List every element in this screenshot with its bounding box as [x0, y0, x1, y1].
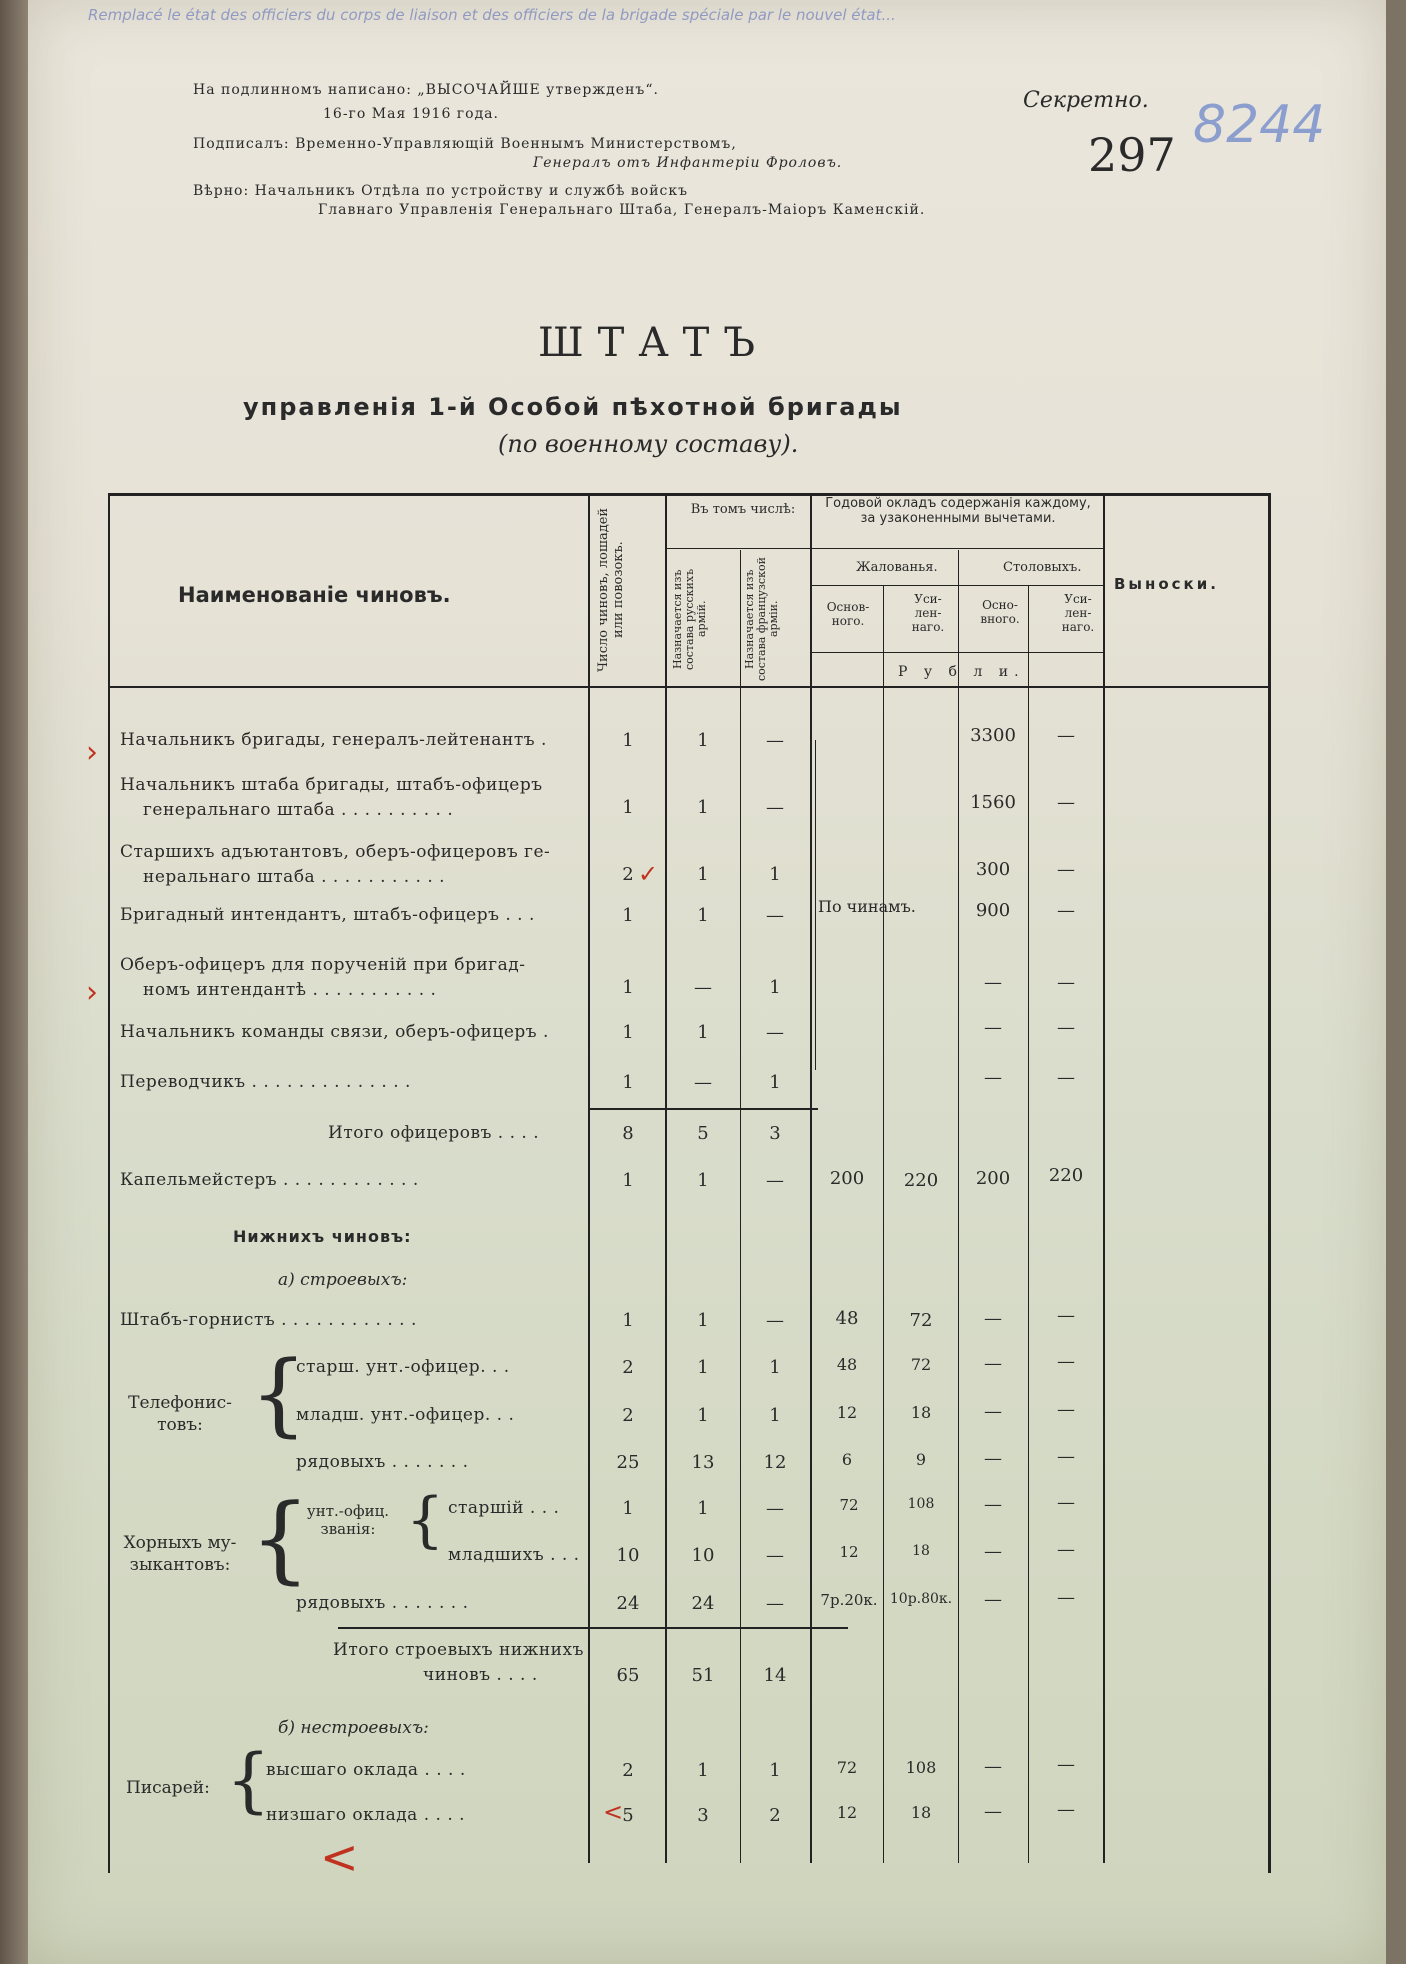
telephonist-row-s2: 18: [910, 1403, 932, 1422]
officer-row-rus: 1: [697, 730, 709, 751]
officer-row-rus: 1: [697, 864, 709, 885]
officer-row-fr: —: [766, 1022, 784, 1043]
telephonist-row-t1: —: [984, 1448, 1002, 1469]
document-page: [28, 0, 1386, 1964]
telephonist-row-s1: 6: [841, 1450, 853, 1469]
officer-row-rus: 1: [697, 905, 709, 926]
musician-row-fr: —: [766, 1498, 784, 1519]
header-salary-group: Годовой окладъ содержанія каждому, за узаконенными вычетами.: [825, 496, 1091, 526]
bugler-s1: 48: [835, 1308, 859, 1329]
bandmaster-s2: 220: [903, 1170, 939, 1191]
combat-heading: а) строевыхъ:: [278, 1270, 408, 1290]
col-line-s2: [958, 550, 959, 1863]
telephonist-row-label: старш. унт.-офицер. . .: [296, 1357, 510, 1377]
officers-total-count: 8: [622, 1123, 634, 1144]
officer-row-t1: 3300: [970, 725, 1016, 746]
red-mark-corner: <: [320, 1830, 359, 1884]
telephonist-row-s1: 12: [836, 1403, 858, 1422]
header-notes: Выноски.: [1114, 575, 1219, 593]
by-rank-note: По чинамъ.: [818, 897, 916, 916]
header-salary: Жалованья.: [856, 560, 938, 575]
telephonist-row-count: 2: [622, 1405, 634, 1426]
header-increased: Уси-лен-наго.: [911, 592, 945, 634]
combat-total-rus: 51: [691, 1665, 715, 1686]
musicians-brace: {: [250, 1484, 311, 1594]
officer-row-count: 1: [622, 905, 634, 926]
sub-header-line4: [810, 652, 1103, 653]
officer-row-fr: 1: [769, 977, 781, 998]
approval-date: 16-го Мая 1916 года.: [323, 106, 499, 122]
binding-edge: [0, 0, 28, 1964]
musician-row-t1: —: [984, 1541, 1002, 1562]
clerk-row-s1: 72: [836, 1758, 858, 1777]
officer-row-label: Начальникъ бригады, генералъ-лейтенантъ .: [120, 730, 547, 750]
officer-row-t2: —: [1057, 792, 1075, 813]
officers-total-rule: [588, 1108, 818, 1110]
telephonist-row-s1: 48: [836, 1355, 858, 1374]
telephonist-row-t2: —: [1057, 1351, 1075, 1372]
clerks-label: Писарей:: [126, 1778, 210, 1798]
officer-row-t1: —: [984, 1067, 1002, 1088]
officer-row-rus: —: [694, 977, 712, 998]
noncombat-heading: б) нестроевыхъ:: [278, 1718, 429, 1738]
musician-row-fr: —: [766, 1593, 784, 1614]
bandmaster-t1: 200: [975, 1168, 1011, 1189]
col-line-salary: [810, 493, 812, 1863]
clerks-brace: {: [226, 1739, 271, 1821]
lower-ranks-heading: Нижнихъ чиновъ:: [233, 1227, 412, 1246]
nco-brace: {: [406, 1485, 445, 1555]
clerk-row-s2: 18: [910, 1803, 932, 1822]
telephonists-brace: {: [250, 1342, 308, 1447]
telephonist-row-t1: —: [984, 1353, 1002, 1374]
clerk-row-fr: 1: [769, 1760, 781, 1781]
page-subtitle-note: (по военному составу).: [498, 430, 799, 458]
page-title: ШТАТЪ: [538, 320, 770, 366]
col-line-s1: [883, 585, 884, 1863]
combat-total-fr: 14: [763, 1665, 787, 1686]
combat-total-label: Итого строевыхъ нижнихъ: [333, 1640, 584, 1660]
red-mark-arrow: ›: [86, 735, 98, 770]
clerk-row-rus: 3: [697, 1805, 709, 1826]
telephonist-row-count: 25: [616, 1452, 640, 1473]
officer-row-t2: —: [1057, 859, 1075, 880]
red-mark-arrow-2: ›: [86, 975, 98, 1010]
officer-row-label: Переводчикъ . . . . . . . . . . . . . .: [120, 1072, 411, 1092]
handwritten-note: Remplacé le état des officiers du corps de liaison et des officiers de la brigade spéciale par le nouvel état...: [88, 6, 896, 24]
header-bottom-border: [108, 686, 1270, 688]
bugler-label: Штабъ-горнистъ . . . . . . . . . . . .: [120, 1310, 417, 1330]
table-right-border: [1268, 493, 1271, 1873]
officer-row-t2: —: [1057, 1017, 1075, 1038]
officer-row-label: Бригадный интендантъ, штабъ-офицеръ . . .: [120, 905, 535, 925]
telephonist-row-rus: 13: [691, 1452, 715, 1473]
officer-row-t2: —: [1057, 900, 1075, 921]
clerk-row-s1: 12: [836, 1803, 858, 1822]
musician-row-s2: 10р.80к.: [889, 1591, 953, 1607]
officer-row-fr: —: [766, 730, 784, 751]
musician-row-count: 1: [622, 1498, 634, 1519]
header-incl: Въ томъ числѣ:: [690, 502, 796, 517]
sub-header-line: [665, 548, 810, 549]
telephonist-row-label: младш. унт.-офицер. . .: [296, 1405, 515, 1425]
verified-label: Вѣрно: Начальникъ Отдѣла по устройству и службѣ войскъ: [193, 183, 689, 199]
officer-row-count: 1: [622, 1022, 634, 1043]
officer-row-count: 1: [622, 730, 634, 751]
header-base: Основ-ного.: [826, 600, 870, 628]
telephonist-row-label: рядовыхъ . . . . . . .: [296, 1452, 469, 1472]
officer-row-t1: 300: [975, 859, 1011, 880]
musician-row-s2: 108: [907, 1496, 935, 1512]
officer-row-fr: —: [766, 905, 784, 926]
officer-row-t2: —: [1057, 725, 1075, 746]
musician-row-s1: 72: [839, 1496, 859, 1514]
officer-row-label: Начальникъ команды связи, оберъ-офицеръ .: [120, 1022, 549, 1042]
clerk-row-s2: 108: [905, 1758, 937, 1777]
telephonist-row-t2: —: [1057, 1399, 1075, 1420]
telephonists-label: Телефонис-товъ:: [128, 1393, 232, 1435]
officer-row-t2: —: [1057, 972, 1075, 993]
musician-row-rus: 10: [691, 1545, 715, 1566]
clerk-row-count: 5: [622, 1805, 634, 1826]
document-number: 297: [1088, 128, 1176, 182]
musician-row-count: 24: [616, 1593, 640, 1614]
bandmaster-rus: 1: [697, 1170, 709, 1191]
musician-row-t2: —: [1057, 1492, 1075, 1513]
col-line-t2: [1103, 493, 1105, 1863]
officers-total-label: Итого офицеровъ . . . .: [328, 1123, 540, 1143]
brace-line: [815, 740, 816, 1070]
handwritten-number: 8244: [1193, 95, 1326, 155]
col-line-t1: [1028, 585, 1029, 1863]
officer-row-label: Начальникъ штаба бригады, штабъ-офицеръ: [120, 775, 543, 795]
musician-row-s1: 12: [839, 1543, 859, 1561]
officer-row-count: 2: [622, 864, 634, 885]
combat-total-label2: чиновъ . . . .: [423, 1665, 538, 1685]
bugler-fr: —: [766, 1310, 784, 1331]
combat-total-rule: [338, 1627, 848, 1629]
bugler-s2: 72: [909, 1310, 933, 1331]
clerk-row-fr: 2: [769, 1805, 781, 1826]
musician-row-t1: —: [984, 1494, 1002, 1515]
officer-row-fr: 1: [769, 1072, 781, 1093]
clerk-row-t1: —: [984, 1801, 1002, 1822]
bandmaster-s1: 200: [829, 1168, 865, 1189]
officer-row-rus: 1: [697, 797, 709, 818]
nco-rank-label: унт.-офиц. званія:: [306, 1502, 390, 1538]
telephonist-row-rus: 1: [697, 1357, 709, 1378]
officer-row-fr: —: [766, 797, 784, 818]
musician-row-rus: 1: [697, 1498, 709, 1519]
officer-row-t1: —: [984, 1017, 1002, 1038]
musician-row-fr: —: [766, 1545, 784, 1566]
clerk-row-t1: —: [984, 1756, 1002, 1777]
musician-row-label: старшій . . .: [448, 1498, 560, 1518]
signed-name: Генералъ отъ Инфантеріи Фроловъ.: [533, 155, 843, 171]
musician-row-rus: 24: [691, 1593, 715, 1614]
musician-row-count: 10: [616, 1545, 640, 1566]
sub-header-line3: [810, 585, 1103, 586]
telephonist-row-fr: 1: [769, 1357, 781, 1378]
header-base2: Осно-вного.: [980, 598, 1020, 626]
col-line-count: [588, 493, 590, 1863]
officers-total-rus: 5: [697, 1123, 709, 1144]
telephonist-row-s2: 9: [915, 1450, 927, 1469]
bandmaster-fr: —: [766, 1170, 784, 1191]
musician-row-t2: —: [1057, 1587, 1075, 1608]
bandmaster-label: Капельмейстеръ . . . . . . . . . . . .: [120, 1170, 419, 1190]
officer-row-t2: —: [1057, 1067, 1075, 1088]
col-line-rus: [665, 493, 667, 1863]
clerk-row-t2: —: [1057, 1799, 1075, 1820]
bandmaster-count: 1: [622, 1170, 634, 1191]
combat-total-count: 65: [616, 1665, 640, 1686]
header-rubles: Р у б л и.: [898, 664, 1025, 680]
officer-row-rus: —: [694, 1072, 712, 1093]
telephonist-row-t2: —: [1057, 1446, 1075, 1467]
musician-row-label: рядовыхъ . . . . . . .: [296, 1593, 469, 1613]
red-mark-tick: ✓: [638, 860, 659, 888]
musician-row-label: младшихъ . . .: [448, 1545, 580, 1565]
clerk-row-label: высшаго оклада . . . .: [266, 1760, 466, 1780]
header-french: Назначается изъ состава французской арміи.: [743, 557, 780, 681]
bugler-rus: 1: [697, 1310, 709, 1331]
officer-row-label-cont: генеральнаго штаба . . . . . . . . . .: [143, 800, 454, 820]
officer-row-label: Старшихъ адъютантовъ, оберъ-офицеровъ ге-: [120, 842, 551, 862]
signed-label: Подписалъ: Временно-Управляющій Военнымъ Министерствомъ,: [193, 136, 737, 152]
musicians-label: Хорныхъ му-зыкантовъ:: [123, 1533, 237, 1575]
officer-row-label-cont: неральнаго штаба . . . . . . . . . . .: [143, 867, 446, 887]
header-increased2: Уси-лен-наго.: [1061, 592, 1095, 634]
sub-header-line2: [810, 548, 1103, 549]
officer-row-label-cont: номъ интендантѣ . . . . . . . . . . .: [143, 980, 437, 1000]
table-left-border: [108, 493, 110, 1873]
bandmaster-t2: 220: [1048, 1165, 1084, 1186]
clerk-row-count: 2: [622, 1760, 634, 1781]
telephonist-row-rus: 1: [697, 1405, 709, 1426]
musician-row-s2: 18: [912, 1543, 930, 1559]
officer-row-label: Оберъ-офицеръ для порученій при бригад-: [120, 955, 526, 975]
officer-row-t1: 900: [975, 900, 1011, 921]
telephonist-row-s2: 72: [910, 1355, 932, 1374]
verified-name: Главнаго Управленія Генеральнаго Штаба, Генералъ-Маіоръ Каменскій.: [318, 202, 926, 218]
telephonist-row-t1: —: [984, 1401, 1002, 1422]
officer-row-count: 1: [622, 797, 634, 818]
officer-row-fr: 1: [769, 864, 781, 885]
officer-row-rus: 1: [697, 1022, 709, 1043]
telephonist-row-fr: 12: [763, 1452, 787, 1473]
officer-row-count: 1: [622, 1072, 634, 1093]
telephonist-row-count: 2: [622, 1357, 634, 1378]
clerk-row-rus: 1: [697, 1760, 709, 1781]
telephonist-row-fr: 1: [769, 1405, 781, 1426]
officer-row-t1: —: [984, 972, 1002, 993]
page-subtitle: управленія 1-й Особой пѣхотной бригады: [243, 393, 903, 421]
officers-total-fr: 3: [769, 1123, 781, 1144]
bugler-count: 1: [622, 1310, 634, 1331]
musician-row-t2: —: [1057, 1539, 1075, 1560]
header-name: Наименованіе чиновъ.: [178, 583, 451, 607]
clerk-row-label: низшаго оклада . . . .: [266, 1805, 466, 1825]
red-mark-corner-2: <: [603, 1798, 624, 1826]
header-russian: Назначается изъ состава русскихъ армій.: [671, 568, 708, 670]
officer-row-t1: 1560: [970, 792, 1016, 813]
bugler-t1: —: [984, 1308, 1002, 1329]
officer-row-count: 1: [622, 977, 634, 998]
header-table-money: Столовыхъ.: [1003, 560, 1082, 575]
musician-row-t1: —: [984, 1589, 1002, 1610]
bugler-t2: —: [1057, 1305, 1075, 1326]
secret-label: Секретно.: [1023, 88, 1149, 113]
clerk-row-t2: —: [1057, 1754, 1075, 1775]
approval-line: На подлинномъ написано: „ВЫСОЧАЙШЕ утвержденъ“.: [193, 82, 659, 98]
musician-row-s1: 7р.20к.: [820, 1591, 878, 1609]
header-count: Число чиновъ, лошадей или повозокъ.: [596, 507, 626, 673]
